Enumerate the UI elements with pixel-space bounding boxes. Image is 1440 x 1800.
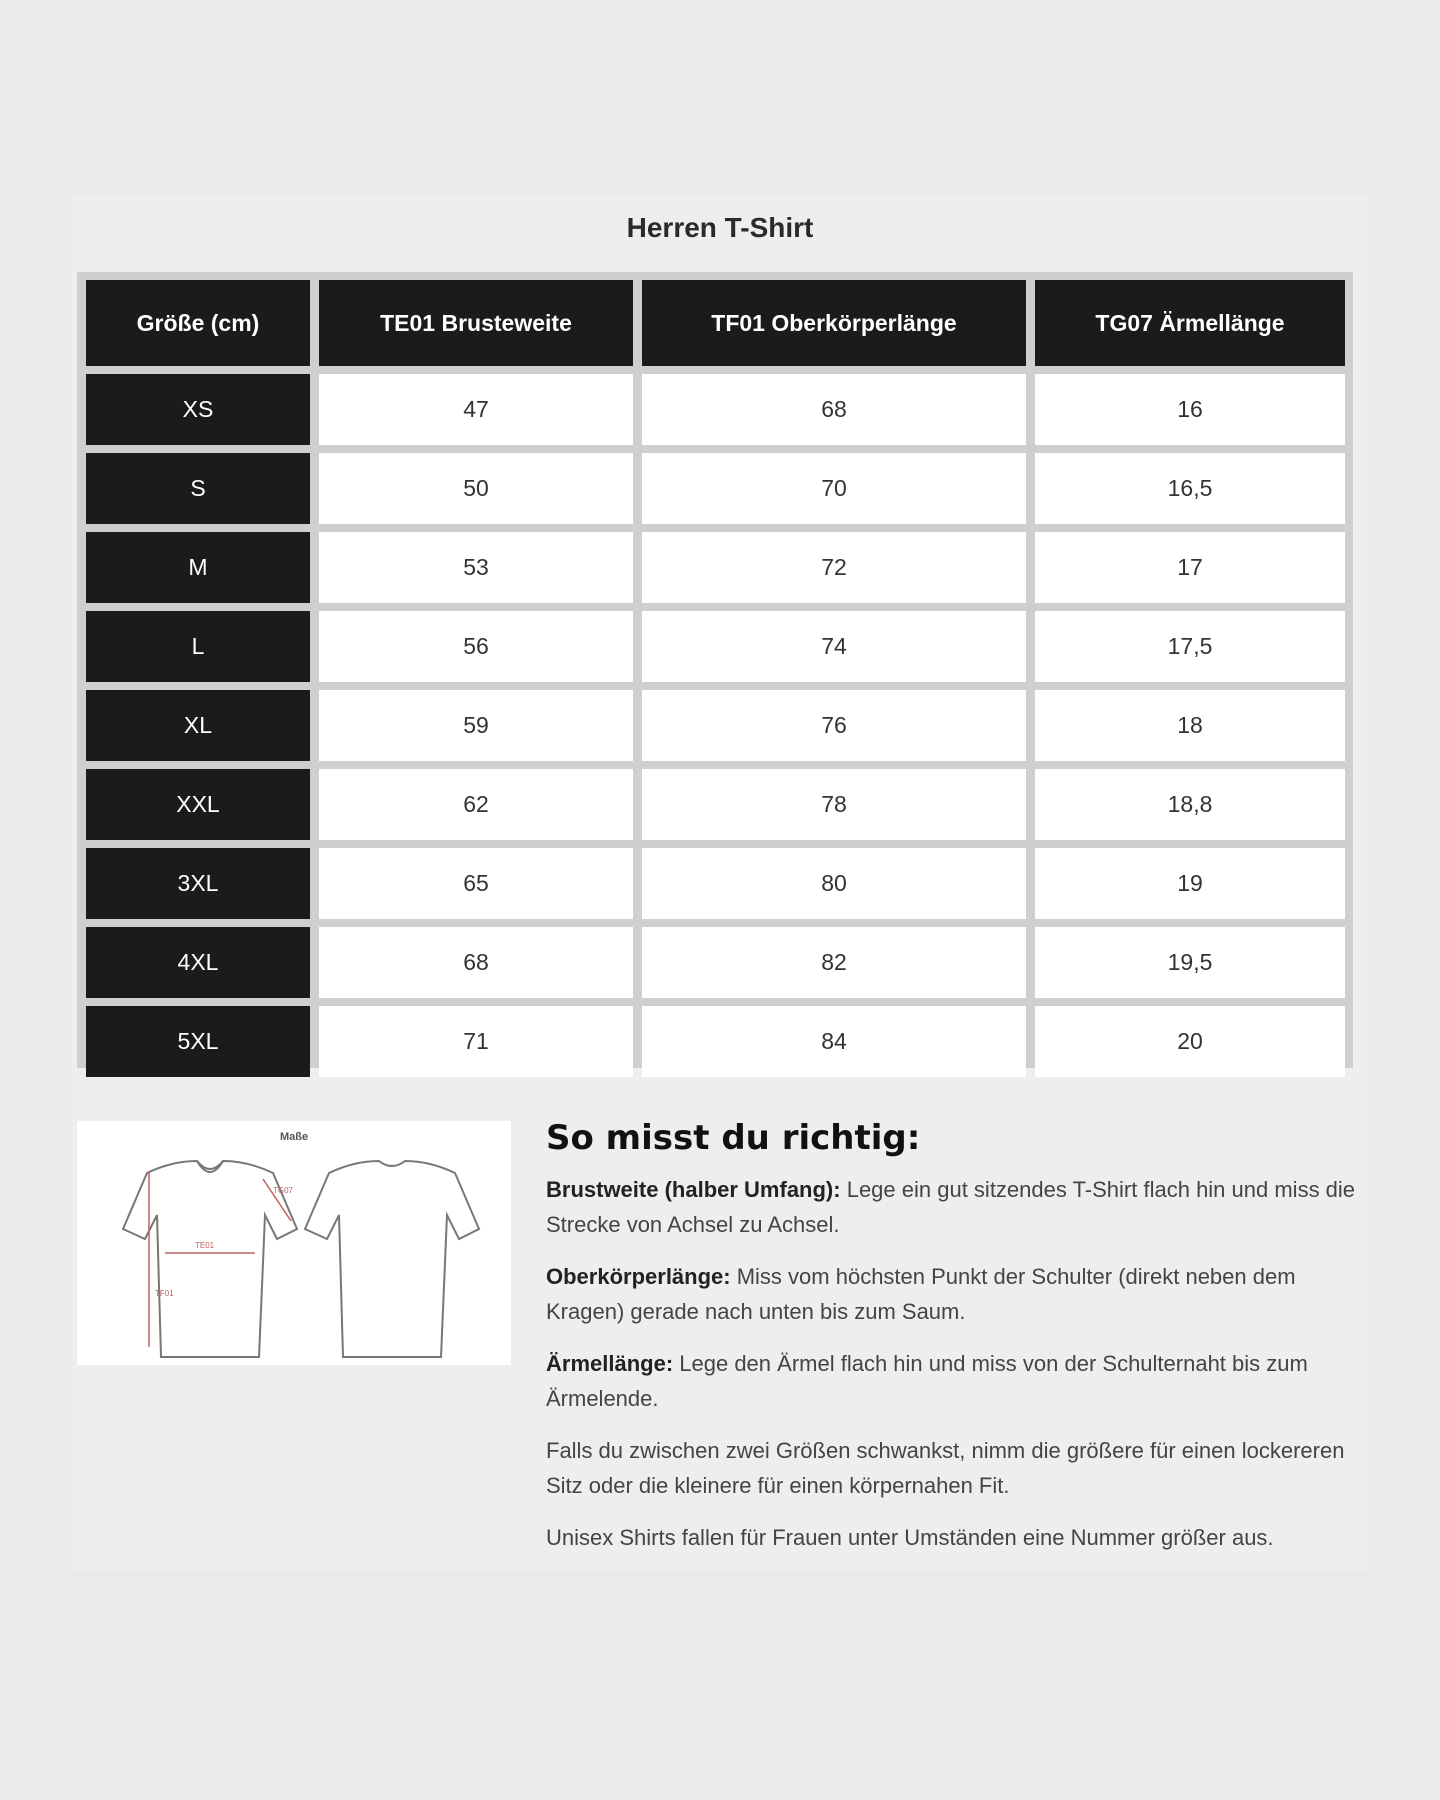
tshirt-back-outline: [305, 1161, 479, 1357]
table-row: [86, 690, 1345, 761]
cell-size: XS: [86, 374, 310, 445]
instruction-sleeve-text: Lege den Ärmel flach hin und miss von der Schulternaht bis zum Ärmelende.: [546, 1351, 1308, 1411]
size-tip: Falls du zwischen zwei Größen schwankst, nimm die größere für einen lockereren Sitz oder die kleinere für einen körpernahen Fit.: [546, 1438, 1345, 1498]
instruction-sleeve-label: Ärmellänge:: [546, 1351, 674, 1376]
cell-size: XL: [86, 690, 310, 761]
cell-length: 82: [642, 927, 1026, 998]
instruction-chest: [546, 1172, 1356, 1242]
cell-size: 4XL: [86, 927, 310, 998]
cell-chest: 62: [319, 769, 633, 840]
size-chart-panel: [72, 196, 1368, 1570]
table-header-row: [86, 280, 1345, 366]
cell-chest: 71: [319, 1006, 633, 1077]
cell-chest: 59: [319, 690, 633, 761]
table-row: [86, 374, 1345, 445]
cell-sleeve: 16: [1035, 374, 1345, 445]
instructions-heading: So misst du richtig:: [546, 1118, 921, 1158]
cell-length: 80: [642, 848, 1026, 919]
cell-sleeve: 20: [1035, 1006, 1345, 1077]
cell-length: 74: [642, 611, 1026, 682]
cell-chest: 68: [319, 927, 633, 998]
sleeve-label: TG07: [273, 1186, 294, 1195]
cell-size: 5XL: [86, 1006, 310, 1077]
cell-sleeve: 18: [1035, 690, 1345, 761]
cell-size: L: [86, 611, 310, 682]
header-length: TF01 Oberkörperlänge: [642, 280, 1026, 366]
cell-sleeve: 18,8: [1035, 769, 1345, 840]
measurement-lines: [149, 1171, 291, 1347]
cell-chest: 56: [319, 611, 633, 682]
instruction-sleeve: [546, 1346, 1356, 1416]
cell-sleeve: 16,5: [1035, 453, 1345, 524]
measuring-instructions: [546, 1118, 1356, 1572]
header-chest: TE01 Brusteweite: [319, 280, 633, 366]
cell-sleeve: 19: [1035, 848, 1345, 919]
table-row: [86, 769, 1345, 840]
measurement-figure: [77, 1121, 511, 1365]
cell-sleeve: 17: [1035, 532, 1345, 603]
cell-length: 72: [642, 532, 1026, 603]
table-body: [86, 374, 1345, 1077]
cell-size: S: [86, 453, 310, 524]
cell-size: M: [86, 532, 310, 603]
table-row: [86, 453, 1345, 524]
cell-sleeve: 17,5: [1035, 611, 1345, 682]
chart-title: Herren T-Shirt: [626, 212, 814, 243]
figure-caption: Maße: [279, 1131, 309, 1143]
chest-label: TE01: [195, 1241, 215, 1250]
cell-size: 3XL: [86, 848, 310, 919]
cell-length: 78: [642, 769, 1026, 840]
cell-chest: 65: [319, 848, 633, 919]
unisex-note: Unisex Shirts fallen für Frauen unter Umständen eine Nummer größer aus.: [546, 1525, 1274, 1550]
cell-length: 84: [642, 1006, 1026, 1077]
tshirt-illustration: [77, 1121, 511, 1365]
size-table: [77, 272, 1354, 1085]
table-row: [86, 927, 1345, 998]
header-size: Größe (cm): [86, 280, 310, 366]
cell-length: 70: [642, 453, 1026, 524]
cell-chest: 53: [319, 532, 633, 603]
table-row: [86, 848, 1345, 919]
instruction-chest-text: Lege ein gut sitzendes T-Shirt flach hin und miss die Strecke von Achsel zu Achsel.: [546, 1177, 1356, 1237]
cell-chest: 50: [319, 453, 633, 524]
instruction-length-text: Miss vom höchsten Punkt der Schulter (direkt neben dem Kragen) gerade nach unten bis zum Saum.: [546, 1264, 1296, 1324]
table-row: [86, 611, 1345, 682]
table-row: [86, 1006, 1345, 1077]
cell-chest: 47: [319, 374, 633, 445]
cell-length: 76: [642, 690, 1026, 761]
size-table-wrap: [77, 272, 1353, 1068]
instruction-chest-label: Brustweite (halber Umfang):: [546, 1177, 841, 1202]
cell-sleeve: 19,5: [1035, 927, 1345, 998]
cell-size: XXL: [86, 769, 310, 840]
instruction-length-label: Oberkörperlänge:: [546, 1264, 731, 1289]
instruction-length: [546, 1259, 1356, 1329]
length-label: TF01: [155, 1289, 174, 1298]
table-row: [86, 532, 1345, 603]
header-sleeve: TG07 Ärmellänge: [1035, 280, 1345, 366]
cell-length: 68: [642, 374, 1026, 445]
